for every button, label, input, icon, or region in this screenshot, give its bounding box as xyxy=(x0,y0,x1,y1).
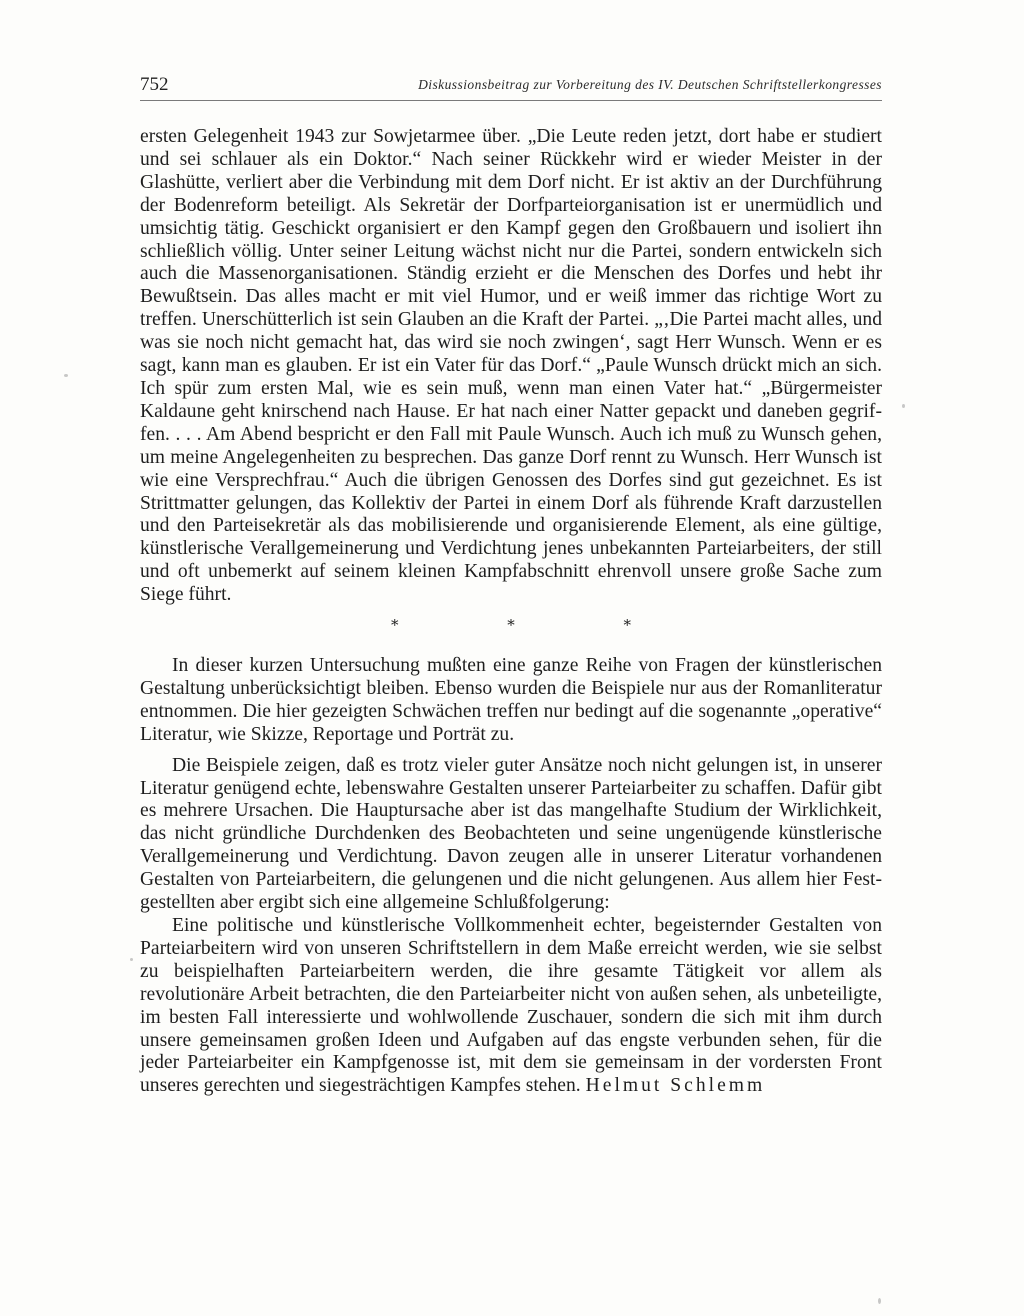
running-head: Diskussionsbeitrag zur Vorbereitung des IV. Deutschen Schriftstellerkongresses xyxy=(418,77,882,92)
print-speck xyxy=(902,404,905,408)
paragraph-4-text: Eine politische und künstlerische Vollkommenheit echter, begeisternder Gestalten von Parteiarbeitern wird von unseren Schriftstellern in dem Maße erreicht werden, wie sie selbst zu beispielhaften Parteiarbeitern werden, die ihre gesamte Tätigkeit vor allem als revolutionäre Arbeit betrachten, die den Parteiarbeiter nicht von außen sehen, als unbeteiligte, im besten Fall interessierte und wohlwollende Zuschauer, sondern die sich mit ihm durch unsere gemeinsamen großen Ideen und Aufgaben auf das engste verbunden sehen, für die jeder Parteiarbeiter ein Kampfgenosse ist, mit dem sie gemeinsam in der vordersten Front unseres gerechten und siegesträchtigen Kampfes stehen. xyxy=(140,915,882,1097)
paragraph-3: Die Beispiele zeigen, daß es trotz vieler guter Ansätze noch nicht gelungen ist, in unserer Literatur genügend echte, lebenswahre Gestalten unserer Parteiarbeiter zu schaffen. Dafür gibt es mehrere Ursachen. Die Hauptursache aber ist das mangelhafte Studium der Wirklichkeit, das nicht gründliche Durchdenken des Beobachteten und seine ungenügende künstlerische Verallgemeinerung und Verdichtung. Davon zeugen alle in unserer Literatur vorhandenen Gestalten von Parteiarbeitern, die gelungenen und die nicht gelungenen. Aus allem hier Festgestellten aber ergibt sich eine allgemeine Schlußfolgerung: xyxy=(140,754,882,914)
author-signature: Helmut Schlemm xyxy=(585,1075,766,1097)
section-separator: * * * xyxy=(390,616,684,635)
print-speck xyxy=(878,1298,881,1304)
page-number: 752 xyxy=(140,74,169,95)
paragraph-2: In dieser kurzen Untersuchung mußten eine ganze Reihe von Fragen der künstlerischen Gestaltung unberücksichtigt bleiben. Ebenso wurden die Beispiele nur aus der Romanliteratur entnommen. Die hier gezeigten Schwächen treffen nur bedingt auf die sogenannte „operative“ Literatur, wie Skizze, Reportage und Porträt zu. xyxy=(140,655,882,745)
paragraph-1: ersten Gelegenheit 1943 zur Sowjetarmee über. „Die Leute reden jetzt, dort habe er studiert und sei schlauer als ein Doktor.“ Nach seiner Rückkehr wird er wieder Meister in der Glashütte, verliert aber die Verbindung mit dem Dorf nicht. Er ist aktiv an der Durchführung der Bodenreform beteiligt. Als Sekretär der Dorfparteiorganisation ist er unermüdlich und umsichtig tätig. Geschickt organisiert er den Kampf gegen den Großbauern und isoliert ihn schließlich völlig. Unter seiner Leitung wächst nicht nur die Partei, sondern entwickeln sich auch die Massenorganisationen. Ständig erzieht er die Menschen des Dorfes und hebt ihr Bewußtsein. Das alles macht er mit viel Humor, und er weiß immer das richtige Wort zu treffen. Unerschütterlich ist sein Glauben an die Kraft der Partei. „‚Die Partei macht alles, und was sie noch nicht gemacht hat, das wird sie noch zwingen‘, sagt Herr Wunsch. Wenn er es sagt, kann man es glauben. Er ist ein Vater für das Dorf.“ „Paule Wunsch drückt mich an sich. Ich spür zum ersten Mal, wie es sein muß, wenn man einen Vater hat.“ „Bürgermeister Kaldaune geht knirschend nach Hause. Er hat nach einer Natter gepackt und daneben gegriffen. . . . Am Abend bespricht er den Fall mit Paule Wunsch. Auch ich muß zu Wunsch gehen, um meine Angelegenheiten zu besprechen. Das ganze Dorf rennt zu Wunsch. Herr Wunsch ist wie eine Versprechfrau.“ Auch die übrigen Genossen des Dorfes sind gut gezeichnet. Es ist Strittmatter gelungen, das Kollektiv der Partei in einem Dorf als führende Kraft darzustellen und den Parteisekretär als das mobilisierende und organisierende Element, als eine gültige, künstlerische Verallgemeinerung und Verdichtung jenes unbekannten Parteiarbeiters, der still und oft unbemerkt auf seinem kleinen Kampfabschnitt ehrenvoll unsere große Sache zum Siege führt. xyxy=(140,126,882,606)
paragraph-4 xyxy=(140,915,882,1098)
article-body xyxy=(140,126,882,1098)
print-speck xyxy=(64,374,68,377)
page-header xyxy=(140,74,882,101)
print-speck xyxy=(130,958,133,961)
